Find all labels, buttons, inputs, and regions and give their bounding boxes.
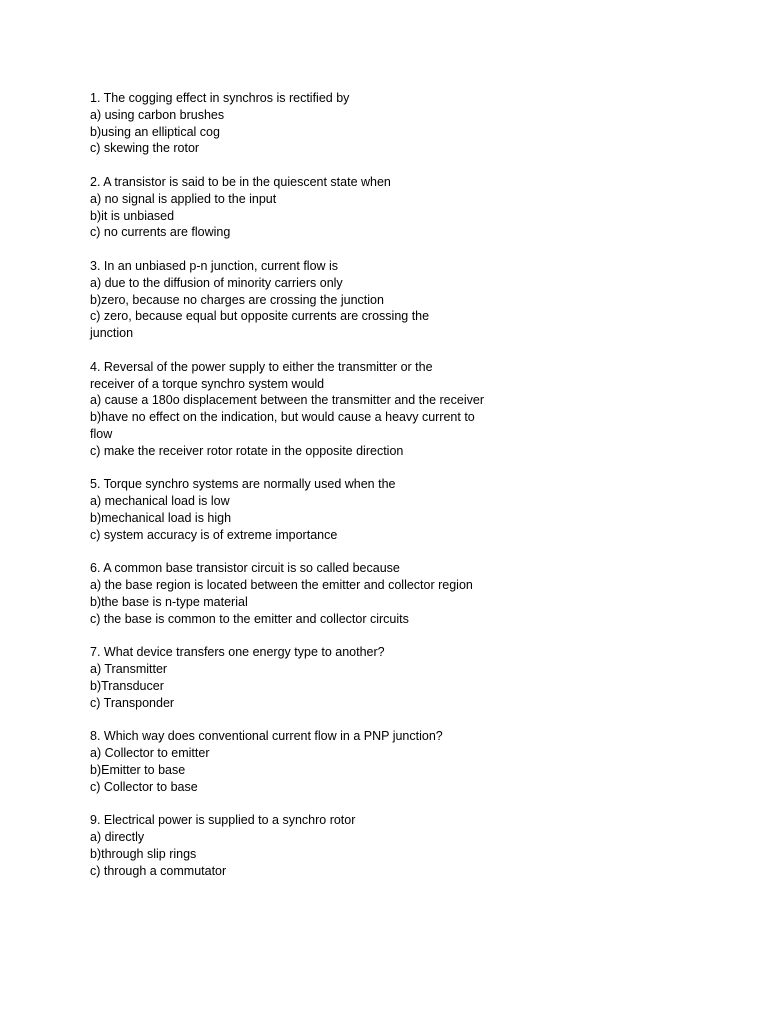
question-text: 6. A common base transistor circuit is so called because: [90, 561, 400, 576]
question-text: 4. Reversal of the power supply to either the transmitter or the: [90, 359, 433, 374]
question-text: 5. Torque synchro systems are normally used when the: [90, 477, 396, 492]
question-2: [90, 174, 730, 241]
question-4: [90, 359, 730, 460]
question-text: 3. In an unbiased p-n junction, current flow is: [90, 258, 339, 273]
question-text-continued: receiver of a torque synchro system would: [90, 376, 325, 391]
option-b: b)mechanical load is high: [90, 510, 232, 525]
question-9: [90, 812, 730, 879]
option-c: c) no currents are flowing: [90, 225, 231, 240]
option-a: a) using carbon brushes: [90, 107, 225, 122]
option-c-continued: junction: [90, 326, 134, 341]
option-c: c) make the receiver rotor rotate in the opposite direction: [90, 443, 404, 458]
question-3: [90, 258, 730, 342]
option-c: c) through a commutator: [90, 863, 227, 878]
option-c: c) Transponder: [90, 695, 175, 710]
option-b: b)have no effect on the indication, but would cause a heavy current to: [90, 410, 475, 425]
question-list: [90, 90, 730, 896]
option-a: a) no signal is applied to the input: [90, 191, 277, 206]
question-8: [90, 728, 730, 795]
question-text: 2. A transistor is said to be in the quiescent state when: [90, 174, 391, 189]
option-a: a) the base region is located between the emitter and collector region: [90, 578, 473, 593]
option-c: c) the base is common to the emitter and collector circuits: [90, 611, 409, 626]
question-text: 1. The cogging effect in synchros is rectified by: [90, 91, 350, 105]
option-b: b)the base is n-type material: [90, 594, 248, 609]
option-a: a) due to the diffusion of minority carriers only: [90, 275, 343, 290]
option-b: b)zero, because no charges are crossing the junction: [90, 292, 384, 307]
option-b-continued: flow: [90, 426, 113, 441]
question-1: [90, 90, 730, 157]
option-b: b)Transducer: [90, 678, 164, 693]
option-a: a) mechanical load is low: [90, 494, 230, 509]
question-text: 7. What device transfers one energy type to another?: [90, 645, 385, 660]
option-a: a) Collector to emitter: [90, 746, 210, 761]
question-7: [90, 644, 730, 711]
option-c: c) skewing the rotor: [90, 141, 200, 156]
option-b: b)through slip rings: [90, 846, 197, 861]
option-b: b)Emitter to base: [90, 762, 186, 777]
option-a: a) Transmitter: [90, 662, 168, 677]
option-c: c) system accuracy is of extreme importance: [90, 527, 338, 542]
question-6: [90, 560, 730, 627]
question-text: 8. Which way does conventional current flow in a PNP junction?: [90, 729, 443, 744]
question-text: 9. Electrical power is supplied to a synchro rotor: [90, 813, 356, 828]
option-b: b)it is unbiased: [90, 208, 175, 223]
option-a: a) cause a 180o displacement between the transmitter and the receiver: [90, 393, 484, 408]
question-5: [90, 476, 730, 543]
option-b: b)using an elliptical cog: [90, 124, 220, 139]
option-a: a) directly: [90, 830, 145, 845]
option-c: c) zero, because equal but opposite currents are crossing the: [90, 309, 430, 324]
option-c: c) Collector to base: [90, 779, 198, 794]
